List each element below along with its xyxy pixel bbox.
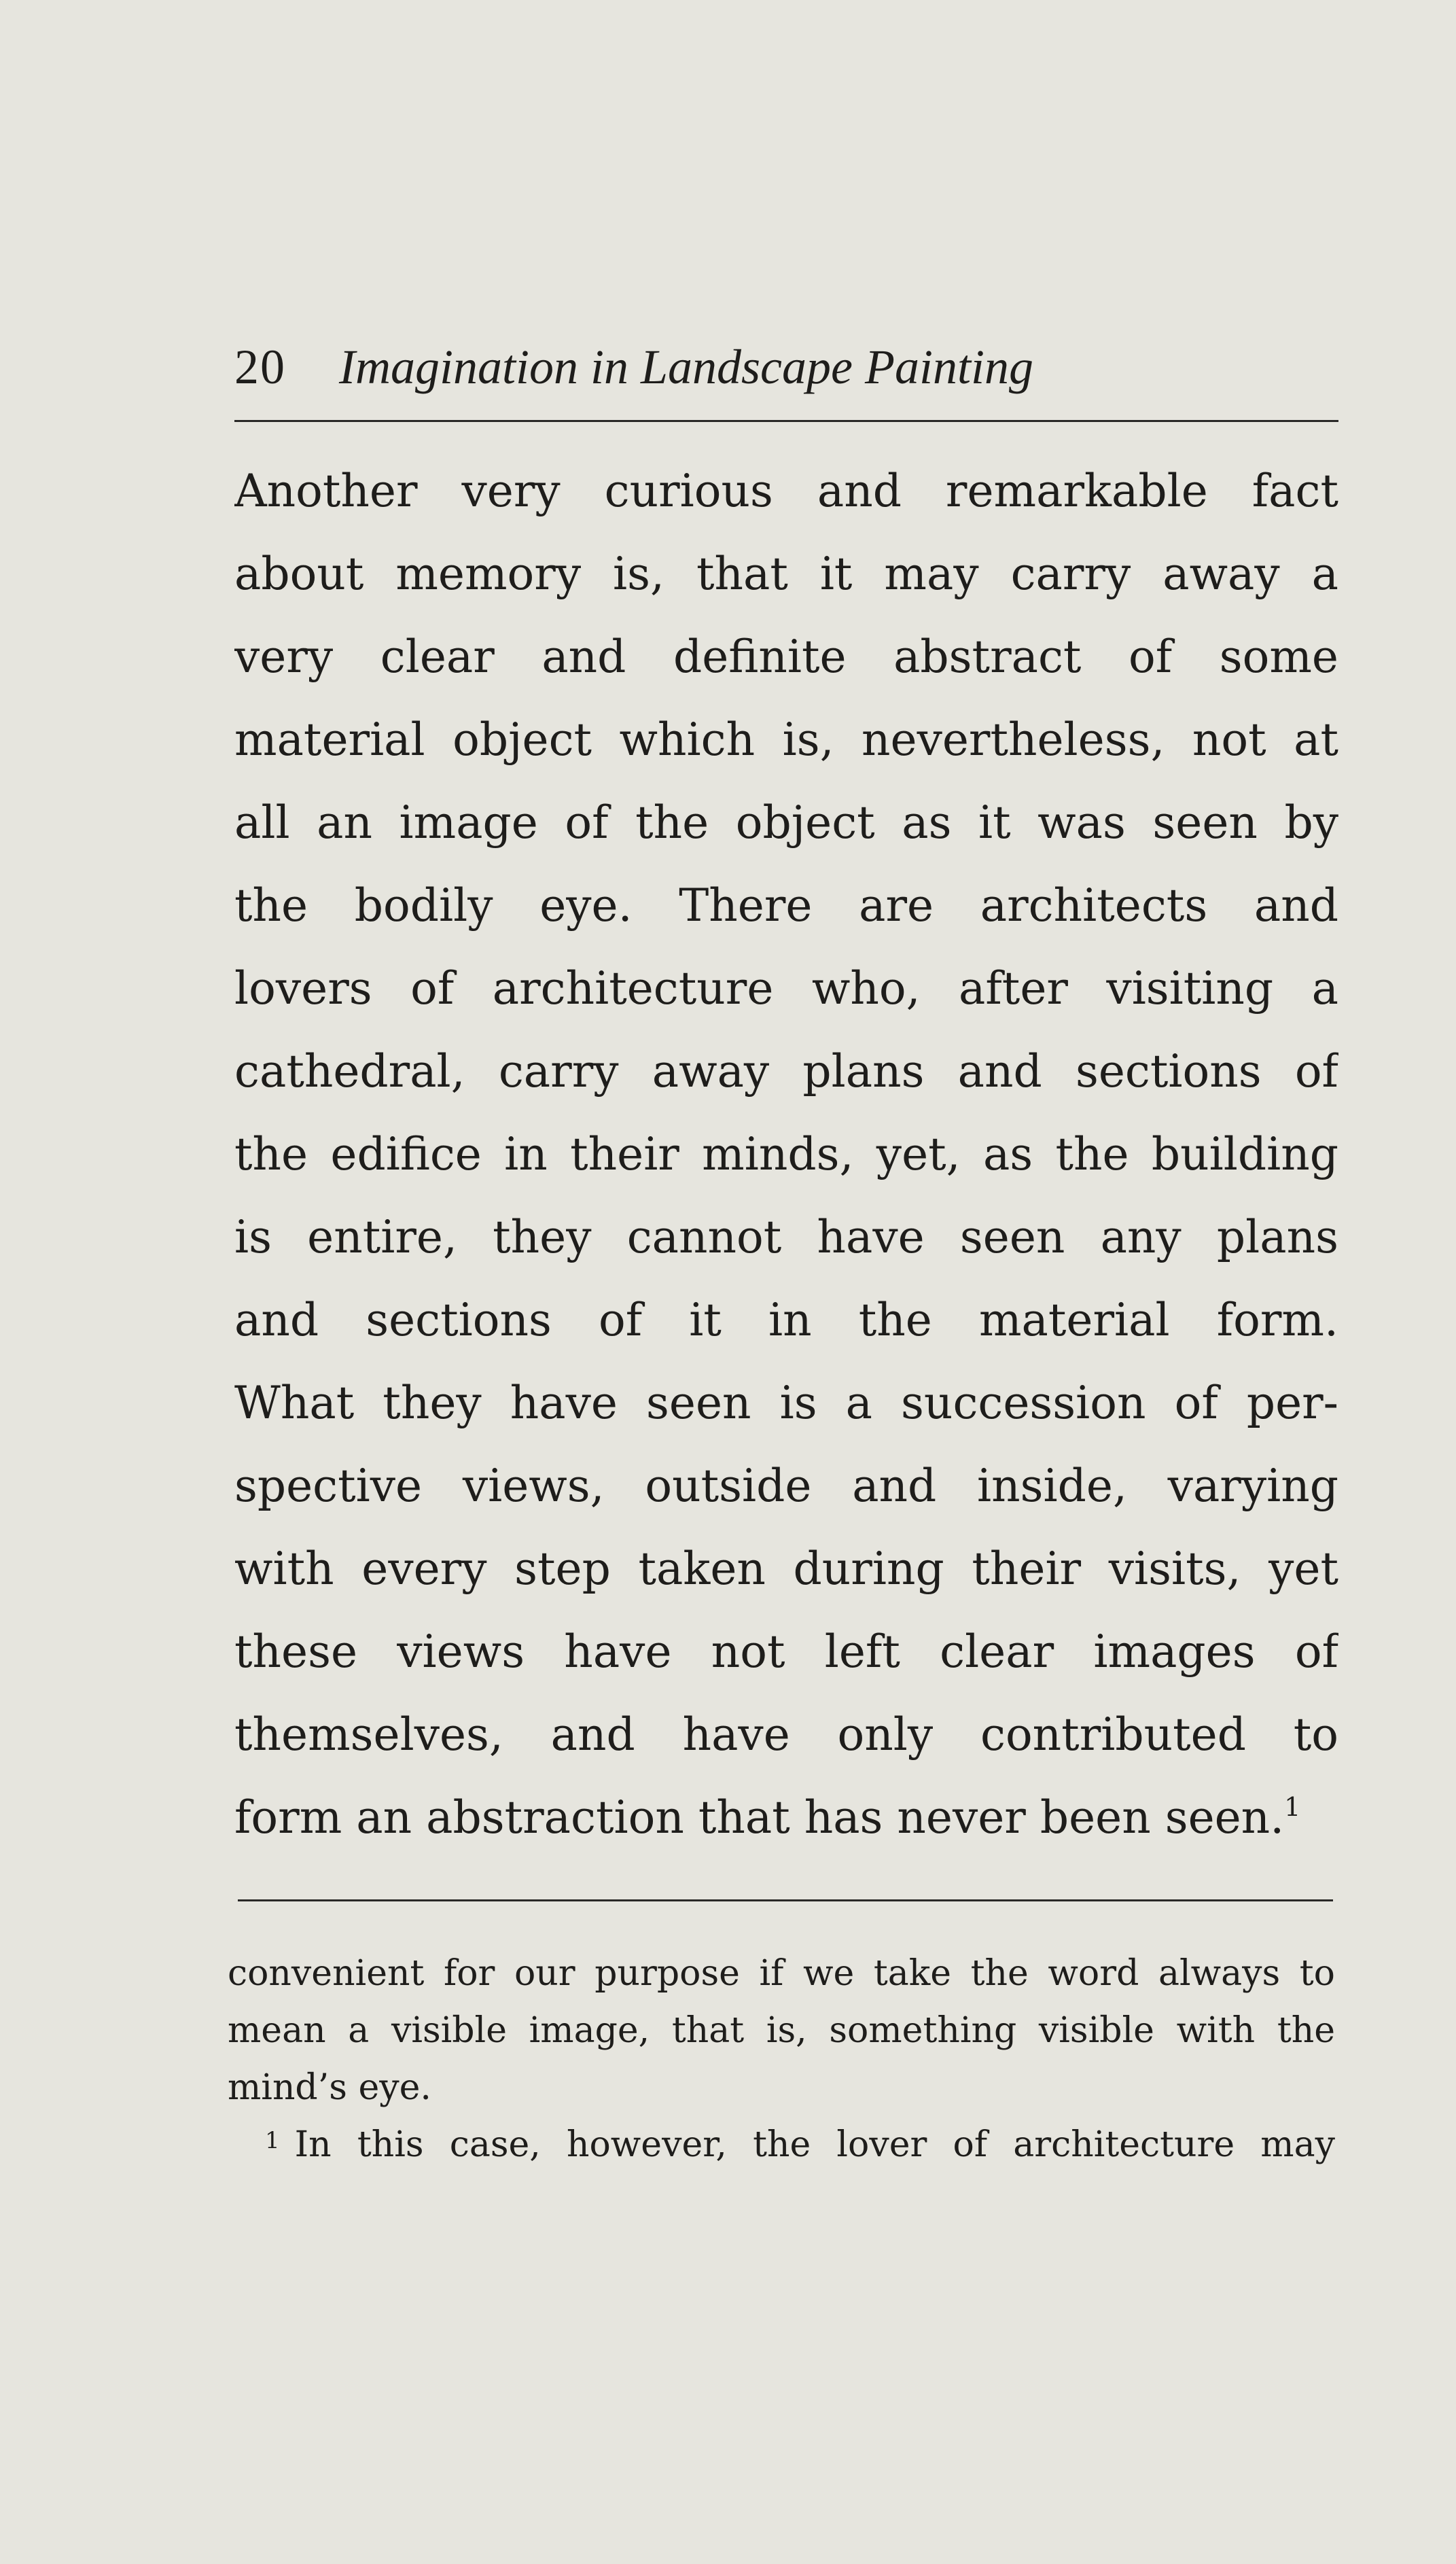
body-line: spective views, outside and inside, varying (234, 1460, 1338, 1512)
footnote-rule (238, 1899, 1333, 1901)
body-line: is entire, they cannot have seen any plans (234, 1211, 1338, 1263)
body-last-line-text: form an abstraction that has never been seen. (234, 1791, 1285, 1844)
footnote-1 (228, 2116, 1335, 2173)
body-last-line (234, 1776, 1338, 1859)
footnote-continued-line: mean a visible image, that is, something visible with the (228, 2010, 1335, 2051)
body-line: all an image of the object as it was seen by (234, 796, 1338, 849)
header-rule (234, 420, 1338, 422)
footnote-1-text: In this case, however, the lover of architecture may (294, 2124, 1335, 2165)
body-line: with every step taken during their visits, yet (234, 1543, 1338, 1595)
body-line: very clear and definite abstract of some (234, 631, 1338, 683)
footnote-marker: 1 (265, 2127, 280, 2154)
footnotes (228, 1945, 1335, 2173)
body-line: cathedral, carry away plans and sections of (234, 1045, 1338, 1097)
body-line: about memory is, that it may carry away a (234, 548, 1338, 600)
body-line: What they have seen is a succession of per- (234, 1377, 1338, 1429)
body-line: the edifice in their minds, yet, as the building (234, 1128, 1338, 1180)
footnote-continued-last: mind’s eye. (228, 2067, 431, 2108)
body-line: these views have not left clear images of (234, 1626, 1338, 1678)
body-line: the bodily eye. There are architects and (234, 879, 1338, 932)
running-title: Imagination in Landscape Painting (339, 340, 1033, 394)
footnote-reference[interactable]: 1 (1284, 1792, 1301, 1822)
page-number: 20 (234, 340, 286, 394)
body-paragraph (234, 450, 1338, 1859)
body-line: material object which is, nevertheless, not at (234, 714, 1338, 766)
body-line: and sections of it in the material form. (234, 1294, 1338, 1346)
footnote-continued-line: convenient for our purpose if we take the word always to (228, 1953, 1335, 1994)
body-line: themselves, and have only contributed to (234, 1708, 1338, 1761)
body-line: lovers of architecture who, after visiting a (234, 962, 1338, 1015)
page-header (234, 336, 1338, 398)
body-line: Another very curious and remarkable fact (234, 465, 1338, 517)
